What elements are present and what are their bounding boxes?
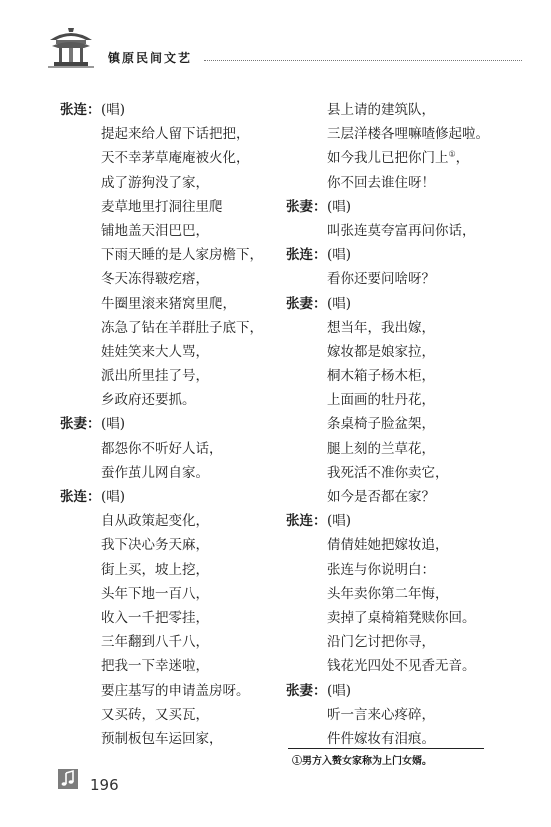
verse-line [286,654,526,678]
verse-text: 三层洋楼各哩嘛喳修起啦。 [327,126,489,143]
verse-line [286,533,526,557]
verse-text: 乡政府还要抓。 [101,392,196,409]
verse-text: 下雨天睡的是人家房檐下， [101,247,263,264]
verse-line [60,582,288,606]
right-column [286,98,526,751]
verse-text: 叫张连莫夸富再问你话， [327,222,476,239]
verse-line [286,582,526,606]
verse-text: 头年卖你第二年悔， [327,585,449,602]
verse-text: 上面画的牡丹花， [327,392,435,409]
verse-line [60,292,288,316]
speaker-line [286,679,526,703]
verse-text: 娃娃笑来大人骂， [101,343,209,360]
verse-line [60,630,288,654]
verse-line [286,316,526,340]
speaker-name: 张连： [60,102,101,118]
page-header [28,22,528,72]
verse-text: 街上买，坡上挖， [101,561,209,578]
verse-line [286,703,526,727]
verse-line [60,243,288,267]
verse-line [286,606,526,630]
verse-line [60,316,288,340]
singing-direction: (唱) [101,489,126,505]
verse-line [60,195,288,219]
verse-text: 听一言来心疼碎， [327,706,435,723]
verse-punctuation: ， [455,150,470,167]
header-dotted-rule [204,60,522,61]
verse-text: 冻急了钻在羊群肚子底下， [101,319,263,336]
verse-line [286,219,526,243]
verse-line [60,171,288,195]
verse-line [60,267,288,291]
footnote: ①男方入赘女家称为上门女婿。 [292,756,432,767]
verse-line [60,606,288,630]
verse-text: 钱花光四处不见香无音。 [327,658,476,675]
verse-text: 蚕作茧儿网自家。 [101,464,209,481]
verse-text: 头年下地一百八， [101,585,209,602]
verse-text: 我下决心务天麻， [101,537,209,554]
verse-line [286,485,526,509]
verse-line [286,146,526,170]
verse-text: 条桌椅子脸盆架， [327,416,435,433]
music-note-icon [58,769,78,789]
verse-text: 张连与你说明白： [327,561,435,578]
verse-line [286,437,526,461]
verse-text: 成了游狗没了家， [101,174,209,191]
verse-line [60,340,288,364]
verse-line [60,727,288,751]
verse-text: 想当年，我出嫁， [327,319,435,336]
verse-line [60,122,288,146]
verse-line [286,98,526,122]
pavilion-icon [48,26,94,68]
speaker-line [286,292,526,316]
verse-line [60,654,288,678]
verse-text: 我死活不准你卖它， [327,464,449,481]
verse-text: 又买砖，又买瓦， [101,706,209,723]
verse-line [60,388,288,412]
verse-text: 桐木箱子杨木柜， [327,368,435,385]
speaker-name: 张连： [286,513,327,530]
verse-text: 要庄基写的申请盖房呀。 [101,682,250,699]
verse-text: 铺地盖天泪巴巴， [101,222,209,239]
speaker-name: 张妻： [286,682,327,699]
speaker-name: 张连： [60,489,101,505]
verse-line [286,364,526,388]
verse-text: 腿上刻的兰草花， [327,440,435,457]
verse-text: 倩倩娃她把嫁妆追， [327,537,449,554]
verse-text: 自从政策起变化， [101,513,209,530]
verse-line [286,340,526,364]
verse-line [60,533,288,557]
verse-text: 沿门乞讨把你寻， [327,634,435,651]
verse-line [60,364,288,388]
verse-text: 件件嫁妆有泪痕。 [327,730,435,747]
verse-line [60,146,288,170]
singing-direction: (唱) [327,247,352,264]
verse-line [60,703,288,727]
verse-line [286,412,526,436]
singing-direction: (唱) [101,102,126,118]
singing-direction: (唱) [327,682,352,699]
verse-text: 麦草地里打洞往里爬 [101,198,223,215]
speaker-line [286,509,526,533]
verse-text: 预制板包车运回家， [101,730,223,747]
verse-line [286,388,526,412]
speaker-line [60,98,288,122]
singing-direction: (唱) [327,513,352,530]
speaker-name: 张妻： [286,198,327,215]
verse-line [286,558,526,582]
verse-text: 冬天冻得皲疙瘩， [101,271,209,288]
verse-text: 牛圈里滚来猪窝里爬， [101,295,236,312]
verse-text: 如今我儿已把你门上 [327,150,449,167]
verse-text: 提起来给人留下话把把， [101,126,250,143]
verse-line [60,461,288,485]
verse-line [60,219,288,243]
singing-direction: (唱) [327,295,352,312]
verse-line [286,122,526,146]
verse-line [60,437,288,461]
footnote-rule [288,748,484,749]
speaker-name: 张连： [286,247,327,264]
verse-text: 看你还要问啥呀？ [327,271,435,288]
speaker-line [60,412,288,436]
speaker-name: 张妻： [286,295,327,312]
verse-text: 都怨你不听好人话， [101,440,223,457]
verse-text: 把我一下幸迷啦， [101,658,209,675]
verse-text: 收入一千把零挂， [101,609,209,626]
verse-text: 天不幸茅草庵庵被火化， [101,150,250,167]
verse-text: 县上请的建筑队， [327,102,435,118]
verse-line [286,461,526,485]
verse-line [60,509,288,533]
singing-direction: (唱) [327,198,352,215]
verse-line [60,558,288,582]
left-column [60,98,288,751]
verse-text: 嫁妆都是娘家拉， [327,343,435,360]
page-number: 196 [90,776,119,794]
verse-line [60,679,288,703]
speaker-line [60,485,288,509]
verse-text: 如今是否都在家？ [327,489,435,505]
verse-text: 三年翻到八千八， [101,634,209,651]
singing-direction: (唱) [101,416,126,433]
speaker-line [286,195,526,219]
verse-line [286,630,526,654]
verse-text: 派出所里挂了号， [101,368,209,385]
verse-line [286,267,526,291]
verse-line [286,171,526,195]
verse-text: 卖掉了桌椅箱凳赎你回。 [327,609,476,626]
footnote-marker: ① [448,149,456,159]
verse-text: 你不回去谁住呀！ [327,174,435,191]
speaker-line [286,243,526,267]
book-title: 镇原民间文艺 [108,51,193,65]
speaker-name: 张妻： [60,416,101,433]
